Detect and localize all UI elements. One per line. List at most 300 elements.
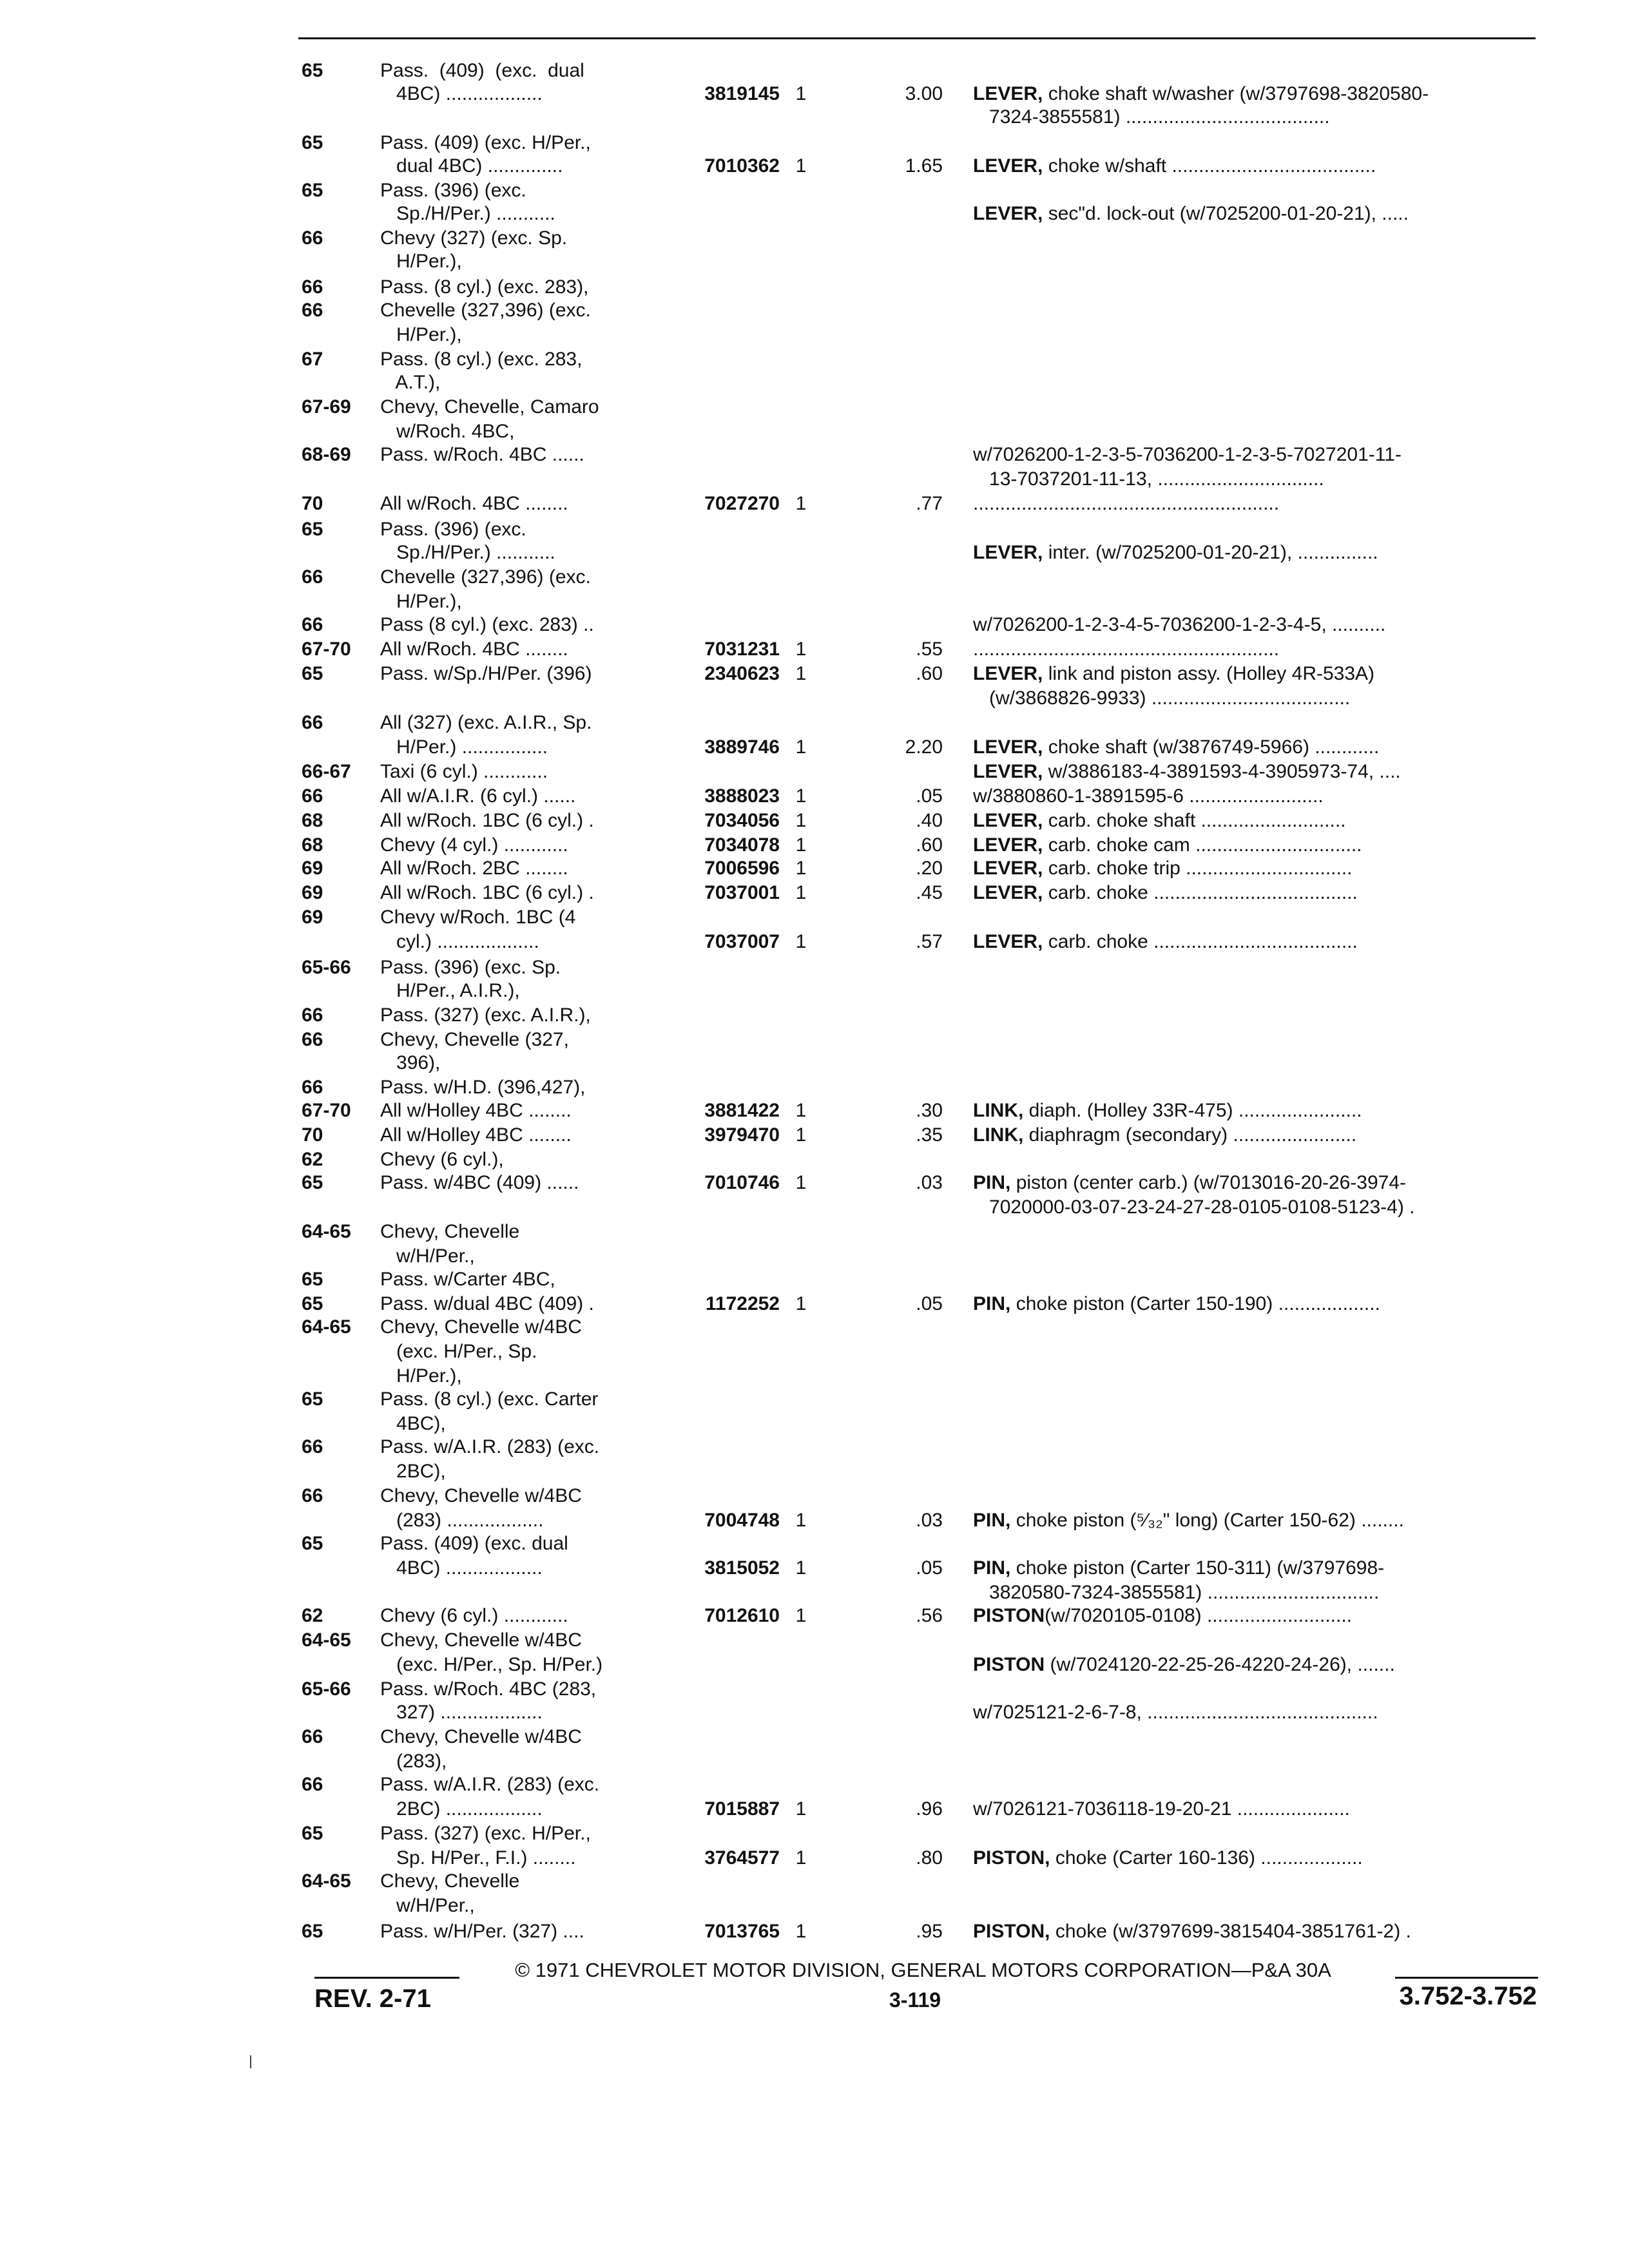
catalog-row bbox=[0, 1678, 1629, 1701]
quantity: 1 bbox=[795, 663, 807, 684]
part-name: LEVER, bbox=[973, 931, 1043, 952]
catalog-row bbox=[0, 881, 1629, 905]
catalog-row bbox=[0, 276, 1629, 299]
model-year: 66 bbox=[302, 1029, 323, 1050]
part-description bbox=[973, 1847, 1363, 1870]
catalog-row bbox=[0, 1004, 1629, 1027]
part-description bbox=[973, 785, 1324, 808]
model-year: 69 bbox=[302, 882, 323, 903]
model-year: 66-67 bbox=[302, 761, 351, 782]
part-number: 7015887 bbox=[704, 1798, 780, 1820]
quantity: 1 bbox=[795, 1605, 807, 1626]
application-text: Pass. (8 cyl.) (exc. 283), bbox=[380, 276, 589, 298]
catalog-row bbox=[0, 1701, 1629, 1724]
part-number: 7037007 bbox=[704, 931, 780, 952]
copyright-notice: © 1971 CHEVROLET MOTOR DIVISION, GENERAL MOTORS CORPORATION—P&A 30A bbox=[515, 1959, 1331, 1981]
application-text: H/Per.), bbox=[380, 1365, 462, 1387]
price: .80 bbox=[916, 1847, 943, 1869]
description-text: carb. choke cam ............................... bbox=[1043, 834, 1362, 856]
part-description bbox=[973, 1509, 1404, 1532]
model-year: 65 bbox=[302, 1293, 323, 1314]
catalog-row bbox=[0, 736, 1629, 759]
catalog-row bbox=[0, 1485, 1629, 1508]
model-year: 69 bbox=[302, 907, 323, 928]
quantity: 1 bbox=[795, 155, 807, 177]
part-number: 3881422 bbox=[704, 1100, 780, 1121]
top-rule bbox=[298, 37, 1536, 39]
description-text: choke w/shaft ...................................... bbox=[1043, 155, 1376, 177]
application-text: Chevy, Chevelle w/4BC bbox=[380, 1726, 582, 1747]
part-number: 7027270 bbox=[704, 493, 780, 514]
description-text: choke piston (Carter 150-190) ................... bbox=[1010, 1293, 1380, 1314]
model-year: 66 bbox=[302, 1485, 323, 1506]
part-name: LEVER, bbox=[973, 858, 1043, 879]
description-text: choke piston (Carter 150-311) (w/3797698- bbox=[1010, 1557, 1385, 1579]
part-description bbox=[973, 881, 1358, 905]
application-text: 2BC), bbox=[380, 1461, 446, 1482]
model-year: 66 bbox=[302, 276, 323, 298]
application-text: Chevy (6 cyl.) ............ bbox=[380, 1605, 568, 1626]
part-description bbox=[973, 930, 1358, 954]
catalog-row bbox=[0, 1532, 1629, 1555]
application-text: Chevy, Chevelle bbox=[380, 1221, 520, 1242]
application-text: Pass. w/A.I.R. (283) (exc. bbox=[380, 1774, 600, 1795]
price: .40 bbox=[916, 810, 943, 831]
part-number: 2340623 bbox=[704, 663, 780, 684]
part-name: PISTON bbox=[973, 1654, 1045, 1675]
quantity: 1 bbox=[795, 1920, 807, 1942]
catalog-row bbox=[0, 1412, 1629, 1436]
part-description bbox=[973, 443, 1402, 466]
catalog-row bbox=[0, 202, 1629, 226]
catalog-row bbox=[0, 492, 1629, 515]
model-year: 70 bbox=[302, 1124, 323, 1146]
application-text: Pass. w/4BC (409) ...... bbox=[380, 1172, 579, 1193]
part-name: LEVER, bbox=[973, 736, 1043, 758]
part-name: PIN, bbox=[973, 1293, 1011, 1314]
catalog-row bbox=[0, 1604, 1629, 1628]
catalog-row bbox=[0, 1750, 1629, 1773]
catalog-row bbox=[0, 1076, 1629, 1099]
application-text: H/Per.), bbox=[380, 591, 462, 612]
price: 2.20 bbox=[905, 736, 943, 758]
application-text: Pass. w/H.D. (396,427), bbox=[380, 1077, 586, 1098]
application-text: 327) ................... bbox=[380, 1702, 543, 1723]
catalog-row bbox=[0, 250, 1629, 273]
part-description bbox=[973, 638, 1279, 661]
catalog-row bbox=[0, 518, 1629, 541]
quantity: 1 bbox=[795, 493, 807, 514]
part-description bbox=[973, 1920, 1411, 1943]
application-text: w/H/Per., bbox=[380, 1245, 475, 1267]
part-description bbox=[973, 1604, 1352, 1628]
part-number: 3979470 bbox=[704, 1124, 780, 1146]
catalog-row bbox=[0, 468, 1629, 491]
model-year: 70 bbox=[302, 493, 323, 514]
description-text: 7324-3855581) ...................................... bbox=[973, 106, 1330, 128]
part-description bbox=[973, 1701, 1378, 1724]
part-number: 7010746 bbox=[704, 1172, 780, 1193]
application-text: Chevy, Chevelle w/4BC bbox=[380, 1629, 582, 1651]
description-text: 7020000-03-07-23-24-27-28-0105-0108-5123-4) . bbox=[973, 1196, 1415, 1218]
catalog-row bbox=[0, 711, 1629, 735]
quantity: 1 bbox=[795, 736, 807, 758]
description-text: 3820580-7324-3855581) ................................ bbox=[973, 1582, 1380, 1603]
catalog-row bbox=[0, 1822, 1629, 1845]
catalog-row bbox=[0, 1460, 1629, 1483]
description-text: link and piston assy. (Holley 4R-533A) bbox=[1043, 663, 1375, 684]
price: .05 bbox=[916, 1293, 943, 1314]
application-text: Pass. w/H/Per. (327) .... bbox=[380, 1920, 584, 1942]
application-text: Chevy, Chevelle bbox=[380, 1870, 520, 1892]
part-description bbox=[973, 106, 1330, 129]
application-text: Chevy, Chevelle w/4BC bbox=[380, 1316, 582, 1338]
catalog-row bbox=[0, 299, 1629, 322]
description-text: (w/7020105-0108) ........................... bbox=[1045, 1605, 1353, 1626]
application-text: Pass. (409) (exc. H/Per., bbox=[380, 132, 591, 153]
model-year: 65 bbox=[302, 1389, 323, 1410]
catalog-row bbox=[0, 420, 1629, 443]
description-text: ......................................................... bbox=[973, 639, 1280, 660]
part-description bbox=[973, 82, 1429, 106]
part-number: 3764577 bbox=[704, 1847, 780, 1869]
model-year: 66 bbox=[302, 1004, 323, 1026]
catalog-row bbox=[0, 1581, 1629, 1604]
application-text: Pass. w/A.I.R. (283) (exc. bbox=[380, 1436, 600, 1457]
application-text: Sp./H/Per.) ........... bbox=[380, 542, 555, 563]
application-text: 4BC) .................. bbox=[380, 83, 543, 104]
model-year: 65 bbox=[302, 1533, 323, 1554]
part-name: LEVER, bbox=[973, 882, 1043, 903]
price: .55 bbox=[916, 639, 943, 660]
catalog-row bbox=[0, 131, 1629, 155]
application-text: H/Per.), bbox=[380, 251, 462, 272]
catalog-row bbox=[0, 443, 1629, 466]
model-year: 64-65 bbox=[302, 1221, 351, 1242]
catalog-row bbox=[0, 1436, 1629, 1459]
part-description bbox=[973, 687, 1350, 710]
description-text: diaphragm (secondary) ....................... bbox=[1023, 1124, 1357, 1146]
price: .60 bbox=[916, 834, 943, 856]
description-text: w/3880860-1-3891595-6 ......................... bbox=[973, 785, 1324, 807]
application-text: 2BC) .................. bbox=[380, 1798, 543, 1820]
description-text: (w/3868826-9933) ..................................... bbox=[973, 687, 1351, 709]
catalog-row bbox=[0, 566, 1629, 589]
catalog-row bbox=[0, 155, 1629, 178]
application-text: Pass. w/Roch. 4BC ...... bbox=[380, 444, 584, 465]
application-text: cyl.) ................... bbox=[380, 931, 539, 952]
part-description bbox=[973, 1171, 1406, 1195]
catalog-row bbox=[0, 785, 1629, 808]
catalog-row bbox=[0, 1920, 1629, 1943]
part-description bbox=[973, 809, 1346, 832]
application-text: (exc. H/Per., Sp. H/Per.) bbox=[380, 1654, 603, 1675]
part-name: PISTON, bbox=[973, 1920, 1050, 1942]
price: 1.65 bbox=[905, 155, 943, 177]
application-text: All w/Holley 4BC ........ bbox=[380, 1100, 572, 1121]
catalog-row bbox=[0, 1268, 1629, 1291]
quantity: 1 bbox=[795, 639, 807, 660]
quantity: 1 bbox=[795, 1293, 807, 1314]
model-year: 62 bbox=[302, 1149, 323, 1170]
description-text: carb. choke trip ............................... bbox=[1043, 858, 1353, 879]
quantity: 1 bbox=[795, 1510, 807, 1531]
model-year: 67-70 bbox=[302, 639, 351, 660]
catalog-row bbox=[0, 541, 1629, 564]
application-text: Pass. w/dual 4BC (409) . bbox=[380, 1293, 594, 1314]
application-text: All w/Roch. 2BC ........ bbox=[380, 858, 568, 879]
model-year: 66 bbox=[302, 712, 323, 733]
application-text: Pass. (396) (exc. Sp. bbox=[380, 957, 561, 978]
application-text: Pass. w/Roch. 4BC (283, bbox=[380, 1678, 597, 1700]
catalog-row bbox=[0, 662, 1629, 686]
catalog-row bbox=[0, 613, 1629, 637]
application-text: Chevelle (327,396) (exc. bbox=[380, 566, 591, 588]
model-year: 67-69 bbox=[302, 396, 351, 418]
part-description bbox=[973, 1099, 1362, 1122]
model-year: 66 bbox=[302, 614, 323, 635]
part-name: LEVER, bbox=[973, 542, 1043, 563]
description-text: carb. choke ...................................... bbox=[1043, 931, 1358, 952]
model-year: 65 bbox=[302, 519, 323, 540]
catalog-row bbox=[0, 760, 1629, 783]
model-year: 65 bbox=[302, 1920, 323, 1942]
catalog-row bbox=[0, 906, 1629, 929]
price: .45 bbox=[916, 882, 943, 903]
quantity: 1 bbox=[795, 1798, 807, 1820]
application-text: Pass. (327) (exc. A.I.R.), bbox=[380, 1004, 591, 1026]
description-text: choke shaft w/washer (w/3797698-3820580- bbox=[1043, 83, 1429, 104]
quantity: 1 bbox=[795, 1847, 807, 1869]
model-year: 65 bbox=[302, 1172, 323, 1193]
part-name: LINK, bbox=[973, 1124, 1024, 1146]
model-year: 64-65 bbox=[302, 1870, 351, 1892]
quantity: 1 bbox=[795, 1557, 807, 1579]
description-text: w/7026200-1-2-3-5-7036200-1-2-3-5-7027201-11- bbox=[973, 444, 1402, 465]
catalog-row bbox=[0, 1196, 1629, 1219]
catalog-row bbox=[0, 1894, 1629, 1917]
model-year: 66 bbox=[302, 1077, 323, 1098]
part-name: PISTON, bbox=[973, 1847, 1050, 1869]
description-text: carb. choke shaft ........................... bbox=[1043, 810, 1346, 831]
application-text: Chevy w/Roch. 1BC (4 bbox=[380, 907, 576, 928]
catalog-row bbox=[0, 930, 1629, 954]
model-year: 66 bbox=[302, 1726, 323, 1747]
catalog-row bbox=[0, 1099, 1629, 1122]
application-text: Pass. (409) (exc. dual bbox=[380, 1533, 568, 1554]
application-text: All w/Roch. 1BC (6 cyl.) . bbox=[380, 810, 594, 831]
part-name: LEVER, bbox=[973, 155, 1043, 177]
catalog-row bbox=[0, 1293, 1629, 1316]
part-description bbox=[973, 1581, 1379, 1604]
model-year: 67 bbox=[302, 349, 323, 370]
application-text: All w/A.I.R. (6 cyl.) ...... bbox=[380, 785, 576, 807]
catalog-row bbox=[0, 834, 1629, 857]
part-name: LEVER, bbox=[973, 663, 1043, 684]
catalog-row bbox=[0, 1171, 1629, 1195]
catalog-row bbox=[0, 323, 1629, 347]
description-text: (w/7024120-22-25-26-4220-24-26), ....... bbox=[1045, 1654, 1395, 1675]
catalog-row bbox=[0, 59, 1629, 82]
application-text: Chevy, Chevelle (327, bbox=[380, 1029, 569, 1050]
model-year: 66 bbox=[302, 785, 323, 807]
part-description bbox=[973, 202, 1409, 226]
quantity: 1 bbox=[795, 785, 807, 807]
revision-label: REV. 2-71 bbox=[314, 1984, 431, 2013]
price: .05 bbox=[916, 1557, 943, 1579]
description-text: 13-7037201-11-13, ............................... bbox=[973, 468, 1324, 490]
catalog-row bbox=[0, 638, 1629, 661]
model-year: 65 bbox=[302, 132, 323, 153]
catalog-row bbox=[0, 1629, 1629, 1652]
part-number: 7031231 bbox=[704, 639, 780, 660]
catalog-row bbox=[0, 1653, 1629, 1677]
description-text: choke (w/3797699-3815404-3851761-2) . bbox=[1050, 1920, 1411, 1942]
part-number: 7013765 bbox=[704, 1920, 780, 1942]
page-number: 3-119 bbox=[889, 1988, 941, 2012]
part-description bbox=[973, 1196, 1414, 1219]
application-text: Sp. H/Per., F.I.) ........ bbox=[380, 1847, 576, 1869]
description-text: w/7026121-7036118-19-20-21 ..................... bbox=[973, 1798, 1350, 1820]
application-text: Chevy (6 cyl.), bbox=[380, 1149, 504, 1170]
description-text: piston (center carb.) (w/7013016-20-26-3974- bbox=[1010, 1172, 1407, 1193]
application-text: H/Per.), bbox=[380, 324, 462, 345]
quantity: 1 bbox=[795, 882, 807, 903]
application-text: All w/Holley 4BC ........ bbox=[380, 1124, 572, 1146]
application-text: 396), bbox=[380, 1052, 441, 1073]
application-text: Chevy (327) (exc. Sp. bbox=[380, 227, 568, 249]
part-number: 7004748 bbox=[704, 1510, 780, 1531]
application-text: H/Per., A.I.R.), bbox=[380, 980, 520, 1001]
quantity: 1 bbox=[795, 810, 807, 831]
description-text: choke (Carter 160-136) ................... bbox=[1050, 1847, 1363, 1869]
part-number: 3889746 bbox=[704, 736, 780, 758]
application-text: Chevelle (327,396) (exc. bbox=[380, 300, 591, 321]
application-text: (283) .................. bbox=[380, 1510, 544, 1531]
price: .56 bbox=[916, 1605, 943, 1626]
application-text: Pass. w/Carter 4BC, bbox=[380, 1269, 555, 1290]
part-description bbox=[973, 1293, 1380, 1316]
model-year: 64-65 bbox=[302, 1316, 351, 1338]
catalog-row bbox=[0, 227, 1629, 250]
catalog-row bbox=[0, 396, 1629, 419]
price: .96 bbox=[916, 1798, 943, 1820]
description-text: diaph. (Holley 33R-475) ....................... bbox=[1023, 1100, 1362, 1121]
application-text: H/Per.) ................ bbox=[380, 736, 548, 758]
application-text: Chevy, Chevelle, Camaro bbox=[380, 396, 599, 418]
part-number: 3888023 bbox=[704, 785, 780, 807]
part-description bbox=[973, 468, 1324, 491]
catalog-row bbox=[0, 106, 1629, 129]
part-number: 7010362 bbox=[704, 155, 780, 177]
quantity: 1 bbox=[795, 1172, 807, 1193]
price: .60 bbox=[916, 663, 943, 684]
part-description bbox=[973, 1557, 1384, 1580]
part-name: PISTON bbox=[973, 1605, 1045, 1626]
application-text: Pass. (327) (exc. H/Per., bbox=[380, 1823, 591, 1844]
scan-mark bbox=[250, 2055, 251, 2068]
description-text: sec"d. lock-out (w/7025200-01-20-21), ..... bbox=[1043, 203, 1409, 224]
description-text: w/7025121-2-6-7-8, ........................................... bbox=[973, 1702, 1378, 1723]
quantity: 1 bbox=[795, 931, 807, 952]
application-text: All w/Roch. 4BC ........ bbox=[380, 639, 568, 660]
catalog-row bbox=[0, 1365, 1629, 1388]
application-text: Pass. (396) (exc. bbox=[380, 180, 526, 201]
model-year: 65 bbox=[302, 1269, 323, 1290]
description-text: ......................................................... bbox=[973, 493, 1280, 514]
price: .05 bbox=[916, 785, 943, 807]
part-number: 7012610 bbox=[704, 1605, 780, 1626]
application-text: (283), bbox=[380, 1751, 447, 1772]
catalog-row bbox=[0, 1870, 1629, 1893]
quantity: 1 bbox=[795, 1124, 807, 1146]
application-text: All w/Roch. 1BC (6 cyl.) . bbox=[380, 882, 594, 903]
part-description bbox=[973, 834, 1362, 857]
part-name: PIN, bbox=[973, 1172, 1011, 1193]
part-description bbox=[973, 492, 1279, 515]
part-number: 1172252 bbox=[705, 1293, 780, 1314]
part-description bbox=[973, 1124, 1356, 1147]
application-text: 4BC) .................. bbox=[380, 1557, 543, 1579]
description-text: inter. (w/7025200-01-20-21), ............... bbox=[1043, 542, 1378, 563]
model-year: 66 bbox=[302, 1436, 323, 1457]
model-year: 66 bbox=[302, 566, 323, 588]
price: .77 bbox=[916, 493, 943, 514]
price: .20 bbox=[916, 858, 943, 879]
model-year: 65 bbox=[302, 180, 323, 201]
application-text: Sp./H/Per.) ........... bbox=[380, 203, 555, 224]
price: .03 bbox=[916, 1510, 943, 1531]
application-text: Pass. (409) (exc. dual bbox=[380, 60, 584, 81]
price: .03 bbox=[916, 1172, 943, 1193]
application-text: Pass. (8 cyl.) (exc. 283, bbox=[380, 349, 583, 370]
part-number: 7006596 bbox=[704, 858, 780, 879]
catalog-row bbox=[0, 1316, 1629, 1339]
price: .57 bbox=[916, 931, 943, 952]
description-text: w/7026200-1-2-3-4-5-7036200-1-2-3-4-5, .......... bbox=[973, 614, 1386, 635]
model-year: 68 bbox=[302, 834, 323, 856]
model-year: 64-65 bbox=[302, 1629, 351, 1651]
catalog-row bbox=[0, 82, 1629, 106]
model-year: 67-70 bbox=[302, 1100, 351, 1121]
catalog-row bbox=[0, 1798, 1629, 1821]
part-description bbox=[973, 541, 1378, 564]
application-text: w/Roch. 4BC, bbox=[380, 421, 515, 442]
catalog-row bbox=[0, 857, 1629, 880]
part-name: LEVER, bbox=[973, 203, 1043, 224]
part-description bbox=[973, 155, 1376, 178]
part-description bbox=[973, 662, 1374, 686]
quantity: 1 bbox=[795, 858, 807, 879]
model-year: 66 bbox=[302, 1774, 323, 1795]
model-year: 65-66 bbox=[302, 1678, 351, 1700]
application-text: Pass. (8 cyl.) (exc. Carter bbox=[380, 1389, 599, 1410]
section-number: 3.752-3.752 bbox=[1399, 1982, 1537, 2010]
part-number: 7037001 bbox=[704, 882, 780, 903]
catalog-row bbox=[0, 1340, 1629, 1363]
application-text: Chevy (4 cyl.) ............ bbox=[380, 834, 568, 856]
application-text: Pass (8 cyl.) (exc. 283) .. bbox=[380, 614, 594, 635]
application-text: Pass. w/Sp./H/Per. (396) bbox=[380, 663, 592, 684]
catalog-row bbox=[0, 1725, 1629, 1749]
model-year: 65 bbox=[302, 1823, 323, 1844]
application-text: (exc. H/Per., Sp. bbox=[380, 1341, 537, 1362]
price: 3.00 bbox=[905, 83, 943, 104]
price: .95 bbox=[916, 1920, 943, 1942]
application-text: dual 4BC) .............. bbox=[380, 155, 563, 177]
part-description bbox=[973, 1653, 1395, 1677]
model-year: 68-69 bbox=[302, 444, 351, 465]
